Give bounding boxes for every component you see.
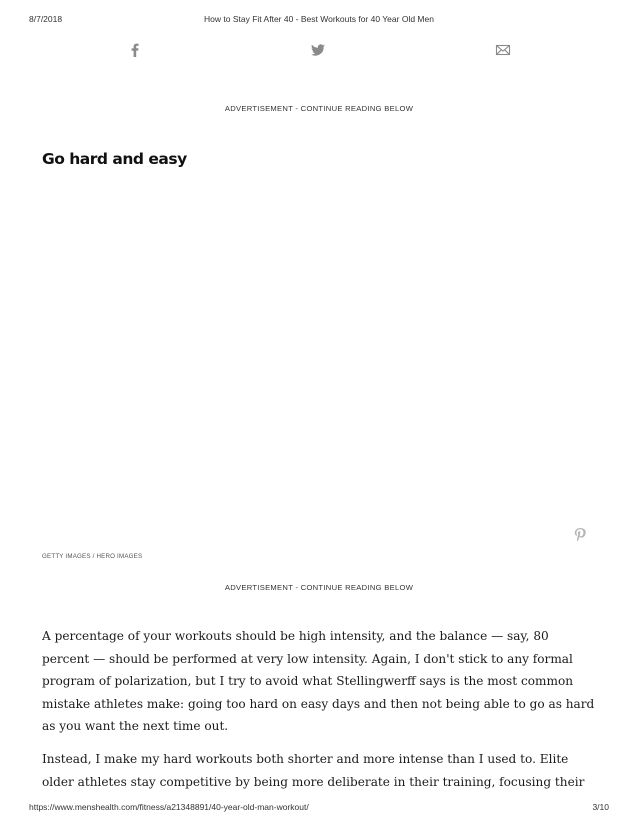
print-url: https://www.menshealth.com/fitness/a21348891/40-year-old-man-workout/ [29, 802, 309, 812]
pinterest-icon[interactable] [573, 527, 587, 543]
article-image [42, 182, 598, 542]
print-page-title: How to Stay Fit After 40 - Best Workouts for 40 Year Old Men [204, 14, 434, 24]
page-number: 3/10 [592, 802, 609, 812]
facebook-icon[interactable] [127, 42, 143, 58]
email-icon[interactable] [495, 42, 511, 58]
advertisement-label: ADVERTISEMENT - CONTINUE READING BELOW [224, 104, 414, 113]
article-body [42, 625, 598, 803]
section-heading: Go hard and easy [42, 150, 187, 168]
paragraph: Instead, I make my hard workouts both shorter and more intense than I used to. Elite older athletes stay competitive by being more deliberate in their training, focusing their [42, 751, 585, 789]
image-credit: GETTY IMAGES / HERO IMAGES [42, 553, 143, 560]
advertisement-label-2: ADVERTISEMENT - CONTINUE READING BELOW [224, 583, 414, 592]
twitter-icon[interactable] [310, 42, 326, 58]
share-bar [0, 42, 638, 62]
print-footer [29, 802, 609, 814]
paragraph: A percentage of your workouts should be high intensity, and the balance — say, 80 percent — should be performed at very low intensity. Again, I don't stick to any formal program of polarization, but I try to avoid what Stellingwerff says is the most common mistake athletes make: going too hard on easy days and then not being able to go as hard as you want the next time out. [42, 629, 595, 734]
print-date: 8/7/2018 [29, 14, 63, 24]
print-header [29, 14, 609, 26]
